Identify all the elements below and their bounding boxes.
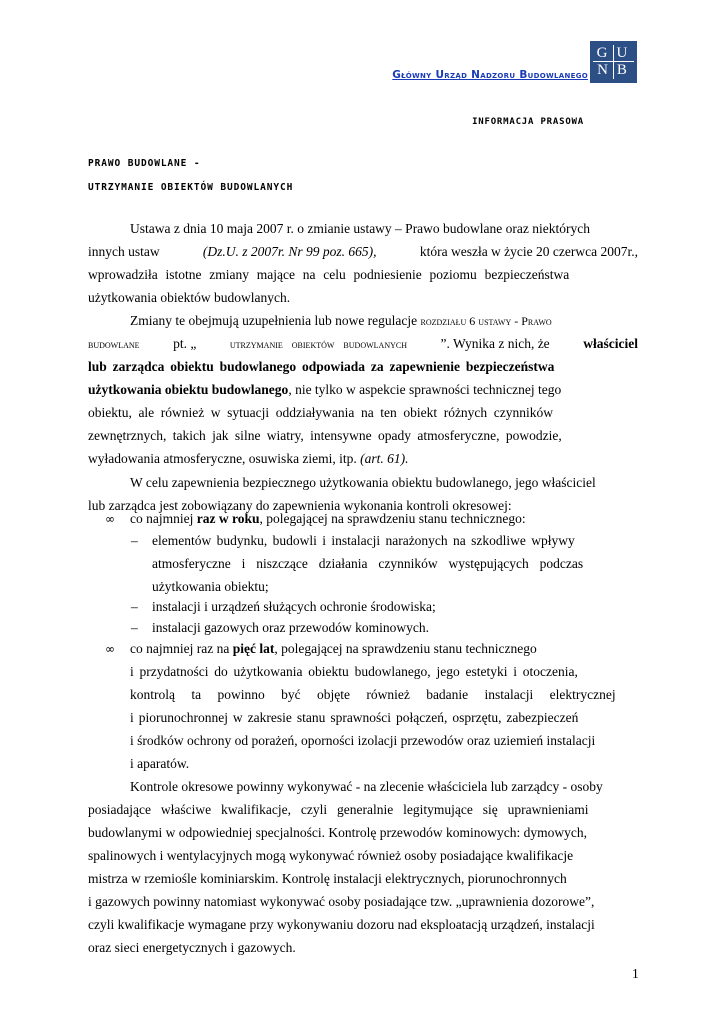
gunb-logo <box>590 41 637 83</box>
page-number: 1 <box>632 966 639 981</box>
text-line: użytkowania obiektów budowlanych. <box>88 290 291 305</box>
dash-bullet-icon: – <box>131 533 138 548</box>
text-line: użytkowania obiektu; <box>152 579 269 594</box>
text-line: i środków ochrony od porażeń, oporności izolacji przewodów oraz uziemień instalacji <box>130 733 596 748</box>
text-line: obiektu, ale również w sytuacji oddziaływania na ten obiekt różnych czynników <box>88 405 553 420</box>
text-line: użytkowania obiektu budowlanego, nie tylko w aspekcie sprawności technicznej tego <box>88 382 562 397</box>
agency-name: Główny Urząd Nadzoru Budowlanego <box>392 69 588 81</box>
text-line: kontrolą ta powinno być objęte również badanie instalacji elektrycznej <box>130 687 616 702</box>
text-line: budowlane pt. „ utrzymanie obiektów budowlanych ”. Wynika z nich, że właściciel <box>88 336 638 351</box>
text-line: instalacji gazowych oraz przewodów kominowych. <box>152 620 430 635</box>
text-line: atmosferyczne i niszczące działania czynników występujących podczas <box>152 556 584 571</box>
text-line: innych ustaw (Dz.U. z 2007r. Nr 99 poz. 665), która weszła w życie 20 czerwca 2007r., <box>88 244 638 259</box>
text-line: oraz sieci energetycznych i gazowych. <box>88 940 296 955</box>
text-line: czyli kwalifikacje wymagane przy wykonywaniu dozoru nad eksploatacją urządzeń, instalacji <box>88 917 595 932</box>
text-line: wyładowania atmosferyczne, osuwiska ziemi, itp. (art. 61). <box>88 451 409 466</box>
text-line: spalinowych i wentylacyjnych mogą wykonywać również osoby posiadające kwalifikacje <box>88 848 574 863</box>
text-line: mistrza w rzemiośle kominiarskim. Kontrolę instalacji elektrycznych, piorunochronnych <box>88 871 567 886</box>
text-line: lub zarządca jest zobowiązany do zapewnienia wykonania kontroli okresowej: <box>88 498 512 513</box>
text-line: posiadające właściwe kwalifikacje, czyli generalnie legitymujące się uprawnieniami <box>88 802 589 817</box>
dash-bullet-icon: – <box>131 620 138 635</box>
text-line: wprowadziła istotne zmiany mające na celu podniesienie poziomu bezpieczeństwa <box>88 267 570 282</box>
text-line: i aparatów. <box>130 756 190 771</box>
text-line: Zmiany te obejmują uzupełnienia lub nowe regulacje rozdziału 6 ustawy - Prawo <box>130 313 552 328</box>
dash-bullet-icon: – <box>131 599 138 614</box>
logo-text-top: GU <box>596 45 637 61</box>
text-line: co najmniej raz na pięć lat, polegającej na sprawdzeniu stanu technicznego <box>130 641 537 656</box>
text-line: elementów budynku, budowli i instalacji narażonych na szkodliwe wpływy <box>152 533 575 548</box>
text-line: Kontrole okresowe powinny wykonywać - na zlecenie właściciela lub zarządcy - osoby <box>130 779 603 794</box>
infinity-bullet-icon: ∞ <box>105 642 115 656</box>
text-line: i gazowych powinny natomiast wykonywać osoby posiadające tzw. „uprawnienia dozorowe”, <box>88 894 595 909</box>
text-line: i przydatności do użytkowania obiektu budowlanego, jego estetyki i otoczenia, <box>130 664 578 679</box>
text-line: instalacji i urządzeń służących ochronie środowiska; <box>152 599 436 614</box>
infinity-bullet-icon: ∞ <box>105 512 115 526</box>
text-line: zewnętrznych, takich jak silne wiatry, intensywne opady atmosferyczne, powodzie, <box>88 428 562 443</box>
text-line: Ustawa z dnia 10 maja 2007 r. o zmianie ustawy – Prawo budowlane oraz niektórych <box>130 221 590 236</box>
heading-line-2: UTRZYMANIE OBIEKTÓW BUDOWLANYCH <box>88 182 294 193</box>
text-line: i piorunochronnej w zakresie stanu sprawności połączeń, osprzętu, zabezpieczeń <box>130 710 579 725</box>
text-line: budowlanymi w odpowiedniej specjalności. Kontrolę przewodów kominowych: dymowych, <box>88 825 588 840</box>
press-release-label: INFORMACJA PRASOWA <box>472 117 584 127</box>
text-line: W celu zapewnienia bezpiecznego użytkowania obiektu budowlanego, jego właściciel <box>130 475 596 490</box>
text-line: lub zarządca obiektu budowlanego odpowiada za zapewnienie bezpieczeństwa <box>88 359 555 374</box>
text-line: co najmniej raz w roku, polegającej na sprawdzeniu stanu technicznego: <box>130 511 526 526</box>
logo-text-bottom: NB <box>597 62 636 78</box>
heading-line-1: PRAWO BUDOWLANE - <box>88 158 201 169</box>
